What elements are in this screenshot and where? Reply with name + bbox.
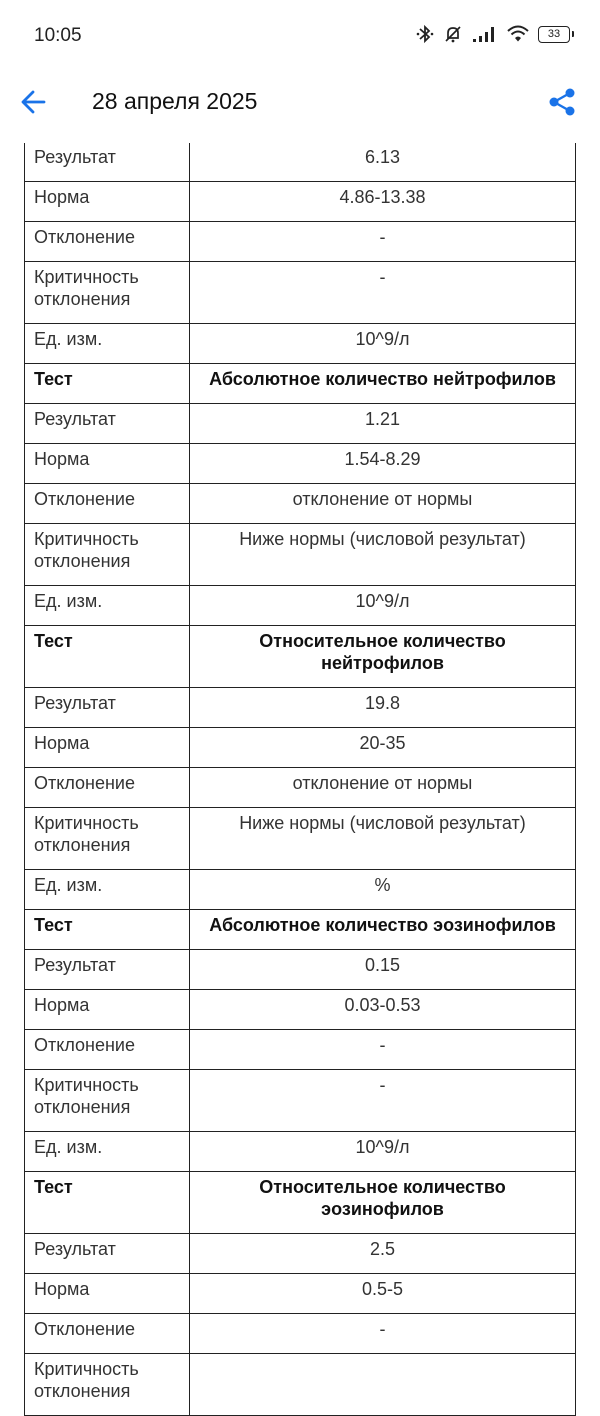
row-label: Ед. изм. [25, 1132, 190, 1172]
table-row [25, 1132, 576, 1172]
row-value: отклонение от нормы [190, 768, 576, 808]
row-label: Ед. изм. [25, 870, 190, 910]
table-row [25, 950, 576, 990]
row-value: отклонение от нормы [190, 484, 576, 524]
table-row [25, 768, 576, 808]
row-label: Критичность отклонения [25, 1354, 190, 1416]
table-row [25, 1314, 576, 1354]
table-row [25, 404, 576, 444]
row-label: Тест [25, 1172, 190, 1234]
row-label: Норма [25, 1274, 190, 1314]
row-label: Ед. изм. [25, 586, 190, 626]
row-value: Относительное количество нейтрофилов [190, 626, 576, 688]
row-label: Результат [25, 143, 190, 182]
app-bar [0, 72, 600, 132]
results-table [24, 143, 576, 1416]
table-row [25, 324, 576, 364]
row-value: 1.54-8.29 [190, 444, 576, 484]
table-row [25, 870, 576, 910]
row-value: 10^9/л [190, 586, 576, 626]
share-icon[interactable] [544, 84, 580, 120]
row-value: 20-35 [190, 728, 576, 768]
results-table-body [25, 143, 576, 1416]
row-value: % [190, 870, 576, 910]
row-label: Отклонение [25, 1030, 190, 1070]
table-row [25, 688, 576, 728]
battery-icon: 33 [538, 26, 570, 43]
table-row [25, 990, 576, 1030]
table-row [25, 444, 576, 484]
table-row-test [25, 1172, 576, 1234]
row-value: 0.5-5 [190, 1274, 576, 1314]
status-icons [416, 24, 570, 44]
row-value: - [190, 1030, 576, 1070]
table-row [25, 262, 576, 324]
row-label: Норма [25, 990, 190, 1030]
table-row-test [25, 364, 576, 404]
row-value: 1.21 [190, 404, 576, 444]
row-label: Отклонение [25, 768, 190, 808]
row-label: Отклонение [25, 222, 190, 262]
row-value: Ниже нормы (числовой результат) [190, 524, 576, 586]
row-value: - [190, 1070, 576, 1132]
table-row [25, 1354, 576, 1416]
row-label: Результат [25, 404, 190, 444]
row-value: 4.86-13.38 [190, 182, 576, 222]
signal-icon [472, 25, 498, 43]
table-row [25, 1274, 576, 1314]
row-value: 0.03-0.53 [190, 990, 576, 1030]
status-bar [0, 0, 600, 72]
row-value: Ниже нормы (числовой результат) [190, 808, 576, 870]
row-label: Критичность отклонения [25, 262, 190, 324]
status-time: 10:05 [34, 25, 82, 46]
row-value: 0.15 [190, 950, 576, 990]
mute-icon [442, 24, 464, 44]
wifi-icon [506, 25, 530, 43]
table-row [25, 1070, 576, 1132]
row-label: Норма [25, 182, 190, 222]
table-row-test [25, 626, 576, 688]
row-label: Результат [25, 950, 190, 990]
table-row [25, 484, 576, 524]
table-row [25, 524, 576, 586]
row-value: Абсолютное количество эозинофилов [190, 910, 576, 950]
row-value: Относительное количество эозинофилов [190, 1172, 576, 1234]
page-title: 28 апреля 2025 [92, 88, 258, 114]
row-label: Результат [25, 688, 190, 728]
row-value: 19.8 [190, 688, 576, 728]
table-row [25, 1030, 576, 1070]
row-label: Критичность отклонения [25, 1070, 190, 1132]
table-row [25, 182, 576, 222]
table-row [25, 586, 576, 626]
row-value: 10^9/л [190, 1132, 576, 1172]
row-value: 2.5 [190, 1234, 576, 1274]
results-table-container[interactable] [24, 143, 576, 1416]
table-row [25, 1234, 576, 1274]
table-row-test [25, 910, 576, 950]
row-label: Критичность отклонения [25, 524, 190, 586]
bluetooth-icon [416, 24, 434, 44]
row-label: Тест [25, 910, 190, 950]
row-value [190, 1354, 576, 1416]
table-row [25, 728, 576, 768]
row-value: - [190, 262, 576, 324]
row-label: Тест [25, 364, 190, 404]
row-label: Норма [25, 444, 190, 484]
row-value: - [190, 1314, 576, 1354]
row-label: Результат [25, 1234, 190, 1274]
row-value: - [190, 222, 576, 262]
table-row [25, 143, 576, 182]
row-label: Отклонение [25, 1314, 190, 1354]
row-value: Абсолютное количество нейтрофилов [190, 364, 576, 404]
row-value: 10^9/л [190, 324, 576, 364]
row-label: Тест [25, 626, 190, 688]
row-value: 6.13 [190, 143, 576, 182]
row-label: Ед. изм. [25, 324, 190, 364]
arrow-left-icon[interactable] [16, 84, 52, 120]
row-label: Критичность отклонения [25, 808, 190, 870]
row-label: Норма [25, 728, 190, 768]
row-label: Отклонение [25, 484, 190, 524]
table-row [25, 222, 576, 262]
table-row [25, 808, 576, 870]
